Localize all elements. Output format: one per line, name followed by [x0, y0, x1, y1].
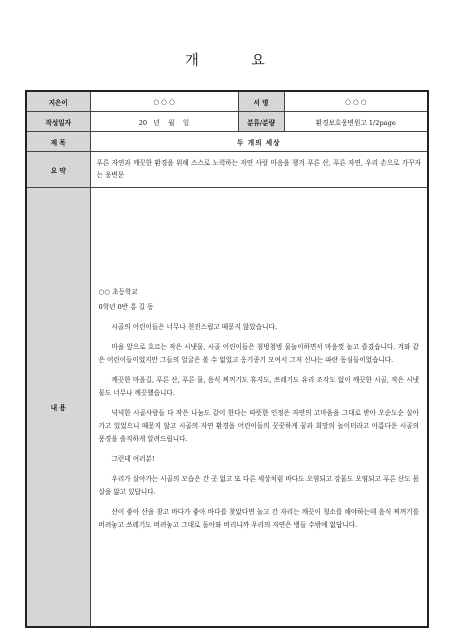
school-line: ○○ 초등학교: [98, 287, 138, 296]
content-paragraph: 깨끗한 마을길, 푸른 산, 푸른 물, 음식 찌꺼기도 휴지도, 쓰레기도 유리 조각도 없이 깨끗한 시골, 작은 시냇물도 너무나 깨끗했습니다.: [98, 375, 420, 397]
content-paragraph: 산이 좋아 산을 찾고 바다가 좋아 바다를 찾았다면 놀고 간 자리는 깨끗이 청소를 해야하는데 음식 찌꺼기를 버려놓고 쓰레기도 버려놓고 그대로 돌아와 버리니까 우리의 자연은 병들 수밖에 없답니다.: [98, 507, 420, 529]
overview-form-table: [25, 90, 429, 628]
document-title: 개 요: [185, 53, 289, 69]
content-label: 내 용: [26, 188, 90, 628]
date-label: 작성일자: [26, 112, 90, 132]
content-body: [90, 188, 428, 628]
signature-label: 서 명: [238, 91, 284, 112]
content-paragraph: 마을 앞으로 흐르는 작은 시냇물, 시골 어린이들은 첨벙첨벙 물놀이하면서 마음껏 놀고 즐겼습니다. 겨와 같은 어린이들이었지만 그들의 얼굴은 볼 수 없었고 옹기종기 모여서 그저 신나는 파란 동심들이었습니다.: [98, 342, 420, 364]
author-value: ○ ○ ○: [90, 91, 238, 112]
summary-value: 푸른 자연과 깨끗한 환경을 위해 스스로 노력하는 자연 사랑 마음을 챙겨 푸른 산, 푸른 자연, 우리 손으로 가꾸자는 웅변문: [90, 152, 428, 188]
content-paragraph: 시골의 어린이들은 너무나 천진스럽고 때묻지 않았습니다.: [111, 322, 277, 331]
category-value: 환경보호웅변원고 1/2page: [284, 112, 428, 132]
subject-value: 두 개의 세상: [90, 132, 428, 152]
content-paragraph: 넉넉한 시골사람들 다 작은 나눔도 같이 한다는 따뜻한 인정은 자연의 고마움을 그대로 받아 오순도순 살아가고 있었으니 때묻지 않고 시골의 자연 환경을 어린이들의 꿋꿋하게 꿈과 희망의 놀이터라고 아름다운 시골의 풍경을 솔직하게 알려드립니다.: [98, 408, 420, 443]
student-line: 0학년 0반 홍 길 동: [98, 302, 154, 311]
content-paragraph: 우리가 살아가는 시골의 모습은 간 곳 없고 또 다른 세상처럼 바다도 오염되고 강물도 오염되고 푸른 산도 몸살을 앓고 있답니다.: [98, 474, 420, 496]
summary-label: 요 약: [26, 152, 90, 188]
date-value: 20 년 월 일: [90, 112, 238, 132]
signature-value: ○ ○ ○: [284, 91, 428, 112]
content-paragraph: 그런데 여러분!: [111, 454, 155, 463]
subject-label: 제 목: [26, 132, 90, 152]
category-label: 분류/분량: [238, 112, 284, 132]
author-label: 지은이: [26, 91, 90, 112]
